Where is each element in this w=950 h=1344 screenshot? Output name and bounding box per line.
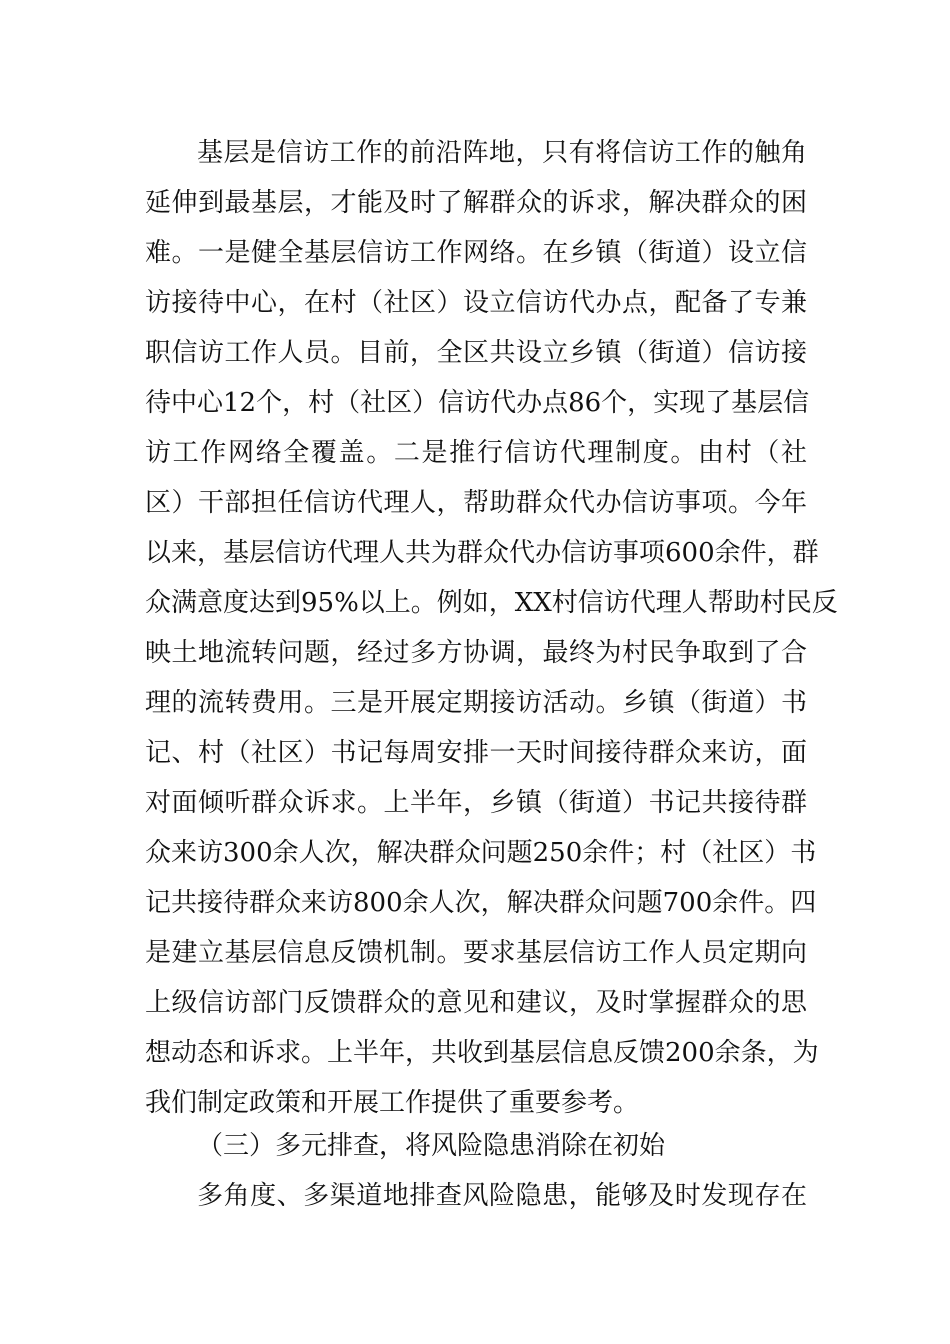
paragraph-1-line-7: 访工作网络全覆盖。二是推行信访代理制度。由村（社 [145,438,807,468]
paragraph-1-line-10: 众满意度达到95%以上。例如，XX村信访代理人帮助村民反 [145,588,838,618]
paragraph-1-line-4: 访接待中心，在村（社区）设立信访代办点，配备了专兼 [145,288,807,318]
paragraph-1-line-14: 对面倾听群众诉求。上半年，乡镇（街道）书记共接待群 [145,788,807,818]
paragraph-1-line-15: 众来访300余人次，解决群众问题250余件；村（社区）书 [145,838,817,868]
paragraph-1-line-1: 基层是信访工作的前沿阵地，只有将信访工作的触角 [197,138,807,168]
paragraph-1-line-13: 记、村（社区）书记每周安排一天时间接待群众来访，面 [145,738,807,768]
paragraph-1-line-5: 职信访工作人员。目前，全区共设立乡镇（街道）信访接 [145,338,807,368]
paragraph-1-line-8: 区）干部担任信访代理人，帮助群众代办信访事项。今年 [145,488,807,518]
paragraph-1-line-9: 以来，基层信访代理人共为群众代办信访事项600余件，群 [145,538,819,568]
paragraph-1-line-12: 理的流转费用。三是开展定期接访活动。乡镇（街道）书 [145,688,807,718]
paragraph-1-line-19: 想动态和诉求。上半年，共收到基层信息反馈200余条，为 [145,1038,819,1068]
paragraph-1-line-6: 待中心12个，村（社区）信访代办点86个，实现了基层信 [145,388,810,418]
section-heading: （三）多元排查，将风险隐患消除在初始 [197,1131,666,1161]
paragraph-1-line-16: 记共接待群众来访800余人次，解决群众问题700余件。四 [145,888,817,918]
paragraph-1-line-20: 我们制定政策和开展工作提供了重要参考。 [145,1088,640,1118]
paragraph-1-line-2: 延伸到最基层，才能及时了解群众的诉求，解决群众的困 [145,188,807,218]
paragraph-1-line-3: 难。一是健全基层信访工作网络。在乡镇（街道）设立信 [145,238,807,268]
paragraph-2-line-1: 多角度、多渠道地排查风险隐患，能够及时发现存在 [197,1181,807,1211]
paragraph-1-line-11: 映土地流转问题，经过多方协调，最终为村民争取到了合 [145,638,807,668]
paragraph-1-line-17: 是建立基层信息反馈机制。要求基层信访工作人员定期向 [145,938,807,968]
paragraph-1-line-18: 上级信访部门反馈群众的意见和建议，及时掌握群众的思 [145,988,807,1018]
